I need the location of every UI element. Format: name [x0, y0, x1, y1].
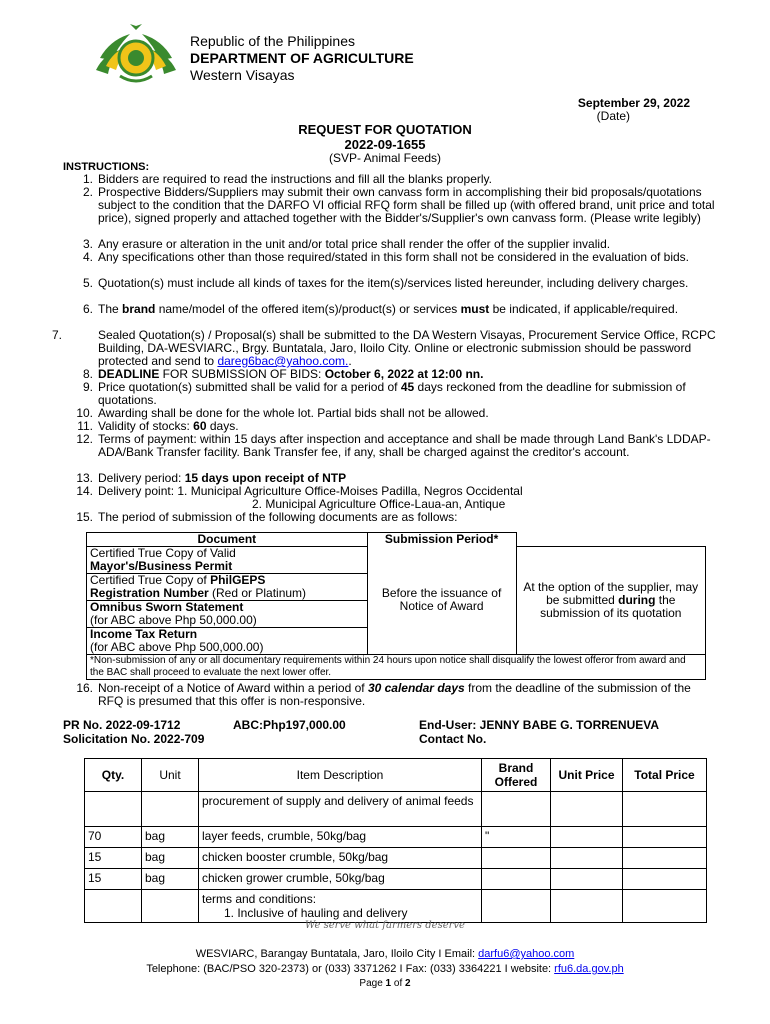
rfq-subtitle: (SVP- Animal Feeds) [328, 151, 442, 165]
terms-heading: terms and conditions: [202, 892, 317, 906]
table-row [85, 792, 707, 827]
footer-website-link[interactable]: rfu6.da.gov.ph [554, 963, 624, 975]
item-unit-price[interactable] [551, 848, 623, 869]
submission-period-cell: Before the issuance of Notice of Award [367, 547, 516, 655]
rfq-number: 2022-09-1655 [344, 137, 426, 152]
instruction-3: 3. Any erasure or alteration in the unit and/or total price shall render the offer of the supplier invalid. [82, 237, 611, 251]
instruction-7: 7. Sealed Quotation(s) / Proposal(s) shall be submitted to the DA Western Visayas, Procurement Service Office, RCPC Building, DA-WESVIARC., Brgy. Buntatala, Jaro, Iloilo City. Online or electronic submission should be password protected and send to dareg6bac@yahoo.com.. [51, 328, 716, 368]
abc-amount: ABC:Php197,000.00 [233, 718, 346, 732]
col-submission-period: Submission Period* [367, 533, 516, 547]
col-document: Document [87, 533, 368, 547]
col-unit-price: Unit Price [551, 759, 623, 792]
item-description: layer feeds, crumble, 50kg/bag [199, 827, 482, 848]
instruction-8: 8. DEADLINE FOR SUBMISSION OF BIDS: October 6, 2022 at 12:00 nn. [82, 367, 484, 381]
da-logo [90, 20, 182, 90]
item-description: chicken booster crumble, 50kg/bag [199, 848, 482, 869]
page-number: Page 1 of 2 [359, 978, 411, 989]
doc-2-line-2: Registration Number (Red or Platinum) [90, 586, 307, 600]
documents-table [86, 532, 706, 680]
republic-label: Republic of the Philippines [190, 33, 355, 49]
item-unit: bag [142, 827, 199, 848]
items-table-header [85, 759, 707, 792]
table-row [85, 890, 707, 923]
item-description: chicken grower crumble, 50kg/bag [199, 869, 482, 890]
instruction-11: 11. Validity of stocks: 60 days. [77, 419, 239, 433]
end-user: End-User: JENNY BABE G. TORRENUEVA [419, 718, 660, 732]
item-intro: procurement of supply and delivery of animal feeds [199, 792, 482, 827]
col-item-description: Item Description [199, 759, 482, 792]
motto: We serve what farmers deserve [305, 920, 465, 931]
instruction-16: 16. Non-receipt of a Notice of Award within a period of 30 calendar days from the deadline of the submission of the RFQ is presumed that this offer is non-responsive. [76, 681, 691, 708]
solicitation-number: Solicitation No. 2022-709 [63, 732, 205, 746]
doc-2-line-1: Certified True Copy of PhilGEPS [90, 573, 266, 587]
footer-contact: Telephone: (BAC/PSO 320-2373) or (033) 3371262 I Fax: (033) 3364221 I website: rfu6.da.gov.ph [146, 963, 624, 975]
instruction-6: 6. The brand name/model of the offered item(s)/product(s) or services must be indicated, if applicable/required. [82, 302, 679, 316]
item-brand[interactable] [482, 848, 551, 869]
table-row [85, 827, 707, 848]
col-unit: Unit [142, 759, 199, 792]
instruction-13: 13. Delivery period: 15 days upon receipt of NTP [76, 471, 347, 485]
item-total-price[interactable] [623, 869, 707, 890]
pr-number: PR No. 2022-09-1712 [63, 718, 181, 732]
table-row [85, 848, 707, 869]
doc-4-line-1: Income Tax Return [90, 627, 198, 641]
item-unit: bag [142, 848, 199, 869]
item-brand[interactable]: " [482, 827, 551, 848]
table-row [87, 547, 706, 574]
terms-item: 1. Inclusive of hauling and delivery [224, 906, 408, 920]
option-cell: At the option of the supplier, may be submitted during the submission of its quotation [516, 547, 705, 655]
instruction-4: 4. Any specifications other than those required/stated in this form shall not be considered in the evaluation of bids. [82, 250, 690, 264]
item-unit-price[interactable] [551, 869, 623, 890]
bac-email-link[interactable]: dareg6bac@yahoo.com. [217, 354, 349, 368]
contact-number: Contact No. [419, 732, 487, 746]
instruction-2: 2. Prospective Bidders/Suppliers may submit their own canvass form in accomplishing their bid proposals/quotations subject to the condition that the DARFO VI official RFQ form shall be filled up (with offered brand, unit price and total price), signed properly and attached together with the Bidder's/Supplier's own canvass form. (Please write legibly) [82, 185, 715, 225]
doc-3-line-2: (for ABC above Php 50,000.00) [90, 613, 257, 627]
items-table [84, 758, 707, 923]
region-name: Western Visayas [190, 67, 295, 83]
col-brand-offered: Brand Offered [482, 759, 551, 792]
documents-table-header [87, 533, 706, 547]
instruction-9: 9. Price quotation(s) submitted shall be valid for a period of 45 days reckoned from the deadline for submission of quotations. [82, 380, 686, 407]
item-total-price[interactable] [623, 848, 707, 869]
doc-4-line-2: (for ABC above Php 500,000.00) [90, 640, 264, 654]
instruction-14: 14. Delivery point: 1. Municipal Agriculture Office-Moises Padilla, Negros Occidental 2. Municipal Agriculture Office-Laua-an, Antique [76, 484, 523, 511]
page-title: REQUEST FOR QUOTATION [298, 122, 472, 137]
terms-cell [199, 890, 482, 923]
instruction-15: 15. The period of submission of the following documents are as follows: [76, 510, 458, 524]
item-total-price[interactable] [623, 827, 707, 848]
department-name: DEPARTMENT OF AGRICULTURE [190, 50, 414, 66]
footer-address: WESVIARC, Barangay Buntatala, Jaro, Iloilo City I Email: darfu6@yahoo.com [195, 948, 575, 960]
date-label: (Date) [596, 109, 630, 123]
documents-note: *Non-submission of any or all documentary requirements within 24 hours upon notice shall disqualify the lowest offeror from award and the BAC shall proceed to evaluate the next lower offer. [87, 655, 706, 680]
col-qty: Qty. [85, 759, 142, 792]
doc-3-line-1: Omnibus Sworn Statement [90, 600, 244, 614]
col-total-price: Total Price [623, 759, 707, 792]
item-unit: bag [142, 869, 199, 890]
instruction-12: 12. Terms of payment: within 15 days after inspection and acceptance and shall be made through Land Bank's LDDAP-ADA/Bank Transfer facility. Bank Transfer fee, if any, shall be charged against the creditor's account. [76, 432, 711, 459]
instruction-10: 10. Awarding shall be done for the whole lot. Partial bids shall not be allowed. [76, 406, 489, 420]
item-qty: 15 [85, 848, 142, 869]
instruction-5: 5. Quotation(s) must include all kinds of taxes for the item(s)/services listed hereunder, including delivery charges. [82, 276, 689, 290]
item-unit-price[interactable] [551, 827, 623, 848]
document-date: September 29, 2022 [577, 96, 690, 110]
item-brand[interactable] [482, 869, 551, 890]
doc-1-line-2: Mayor's/Business Permit [90, 559, 233, 573]
item-qty: 70 [85, 827, 142, 848]
doc-1-line-1: Certified True Copy of Valid [90, 546, 236, 560]
instructions-heading: INSTRUCTIONS: [63, 161, 150, 173]
instruction-1: 1. Bidders are required to read the instructions and fill all the blanks properly. [82, 172, 492, 186]
footer-email-link[interactable]: darfu6@yahoo.com [478, 948, 575, 960]
item-qty: 15 [85, 869, 142, 890]
table-row [85, 869, 707, 890]
